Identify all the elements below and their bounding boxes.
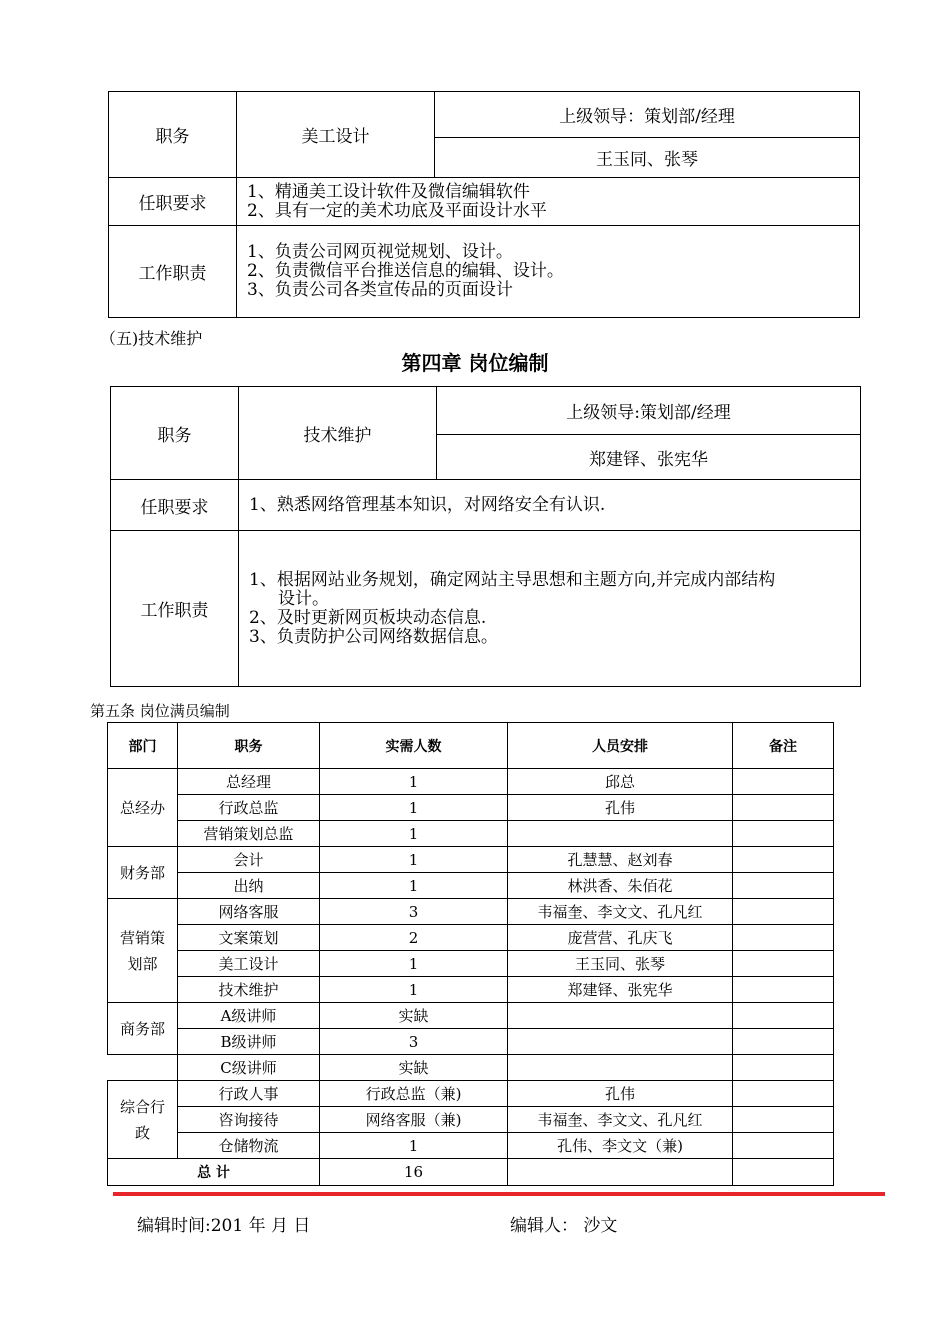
duty-line: 3、负责公司各类宣传品的页面设计 [247, 280, 513, 300]
header-notes: 备注 [733, 723, 834, 769]
dept-cell: 商务部 [108, 1003, 178, 1055]
dept-cell: 总经办 [108, 769, 178, 847]
section-heading: （五)技术维护 [100, 329, 203, 348]
article-heading: 第五条 岗位满员编制 [90, 702, 230, 720]
role-cell: 技术维护 [178, 977, 320, 1003]
count-cell: 2 [320, 925, 508, 951]
duties-content [239, 531, 861, 687]
total-count: 16 [320, 1159, 508, 1186]
edit-time: 编辑时间:201 年 月 日 [137, 1216, 311, 1236]
notes-cell [733, 1081, 834, 1107]
notes-cell [733, 873, 834, 899]
count-cell: 3 [320, 899, 508, 925]
dept-cell-empty [108, 1055, 178, 1081]
header-assignment: 人员安排 [508, 723, 733, 769]
editor-name: 编辑人： 沙文 [510, 1216, 618, 1236]
notes-cell [733, 1003, 834, 1029]
people-cell: 孔慧慧、赵刘春 [508, 847, 733, 873]
dept-cell: 财务部 [108, 847, 178, 899]
table-row [108, 1081, 834, 1107]
requirements-content: 1、熟悉网络管理基本知识，对网络安全有认识. [239, 480, 861, 531]
table-row [108, 925, 834, 951]
people-cell [508, 821, 733, 847]
people-cell: 孔伟 [508, 1081, 733, 1107]
role-cell: 网络客服 [178, 899, 320, 925]
table-row [108, 1003, 834, 1029]
count-cell: 1 [320, 951, 508, 977]
table-row [108, 821, 834, 847]
duties-label: 工作职责 [111, 531, 239, 687]
people-cell [508, 1055, 733, 1081]
notes-cell [733, 1055, 834, 1081]
duties-label: 工作职责 [109, 226, 237, 318]
header-department: 部门 [108, 723, 178, 769]
table-row [108, 795, 834, 821]
people-cell: 庞营营、孔庆飞 [508, 925, 733, 951]
count-cell: 行政总监（兼) [320, 1081, 508, 1107]
role-cell: 会计 [178, 847, 320, 873]
table-row [108, 899, 834, 925]
table-row [108, 1029, 834, 1055]
notes-cell [733, 821, 834, 847]
notes-cell [733, 1159, 834, 1186]
superior-cell: 上级领导：策划部/经理 [435, 92, 860, 138]
role-cell: C级讲师 [178, 1055, 320, 1081]
count-cell: 3 [320, 1029, 508, 1055]
notes-cell [733, 1029, 834, 1055]
duty-line: 1、根据网站业务规划，确定网站主导思想和主题方向,并完成内部结构 [249, 569, 776, 590]
count-cell: 网络客服（兼) [320, 1107, 508, 1133]
notes-cell [733, 1107, 834, 1133]
total-label: 总 计 [108, 1159, 320, 1186]
notes-cell [733, 847, 834, 873]
count-cell: 1 [320, 1133, 508, 1159]
requirements-content [237, 178, 860, 226]
role-cell: 总经理 [178, 769, 320, 795]
job-table-art-design [108, 91, 860, 318]
duty-line: 2、及时更新网页板块动态信息. [249, 607, 487, 628]
people-cell: 孔伟、李文文（兼) [508, 1133, 733, 1159]
header-position: 职务 [178, 723, 320, 769]
count-cell: 1 [320, 795, 508, 821]
notes-cell [733, 769, 834, 795]
notes-cell [733, 951, 834, 977]
notes-cell [733, 899, 834, 925]
count-cell: 1 [320, 873, 508, 899]
notes-cell [733, 925, 834, 951]
people-cell [508, 1029, 733, 1055]
requirement-line: 1、精通美工设计软件及微信编辑软件 [247, 181, 530, 202]
table-row [108, 769, 834, 795]
notes-cell [733, 1133, 834, 1159]
table-row [108, 1107, 834, 1133]
header-headcount: 实需人数 [320, 723, 508, 769]
duty-line: 设计。 [278, 588, 329, 609]
table-row [108, 873, 834, 899]
count-cell: 实缺 [320, 1003, 508, 1029]
duty-line: 3、负责防护公司网络数据信息。 [249, 626, 498, 647]
role-cell: 咨询接待 [178, 1107, 320, 1133]
chapter-title: 第四章 岗位编制 [401, 351, 549, 375]
role-cell: 营销策划总监 [178, 821, 320, 847]
superior-cell: 上级领导:策划部/经理 [437, 387, 861, 435]
table-row [108, 847, 834, 873]
count-cell: 1 [320, 821, 508, 847]
table-row [108, 1133, 834, 1159]
count-cell: 1 [320, 769, 508, 795]
role-cell: 行政人事 [178, 1081, 320, 1107]
duties-content [237, 226, 860, 318]
position-value: 美工设计 [237, 92, 435, 178]
role-cell: 出纳 [178, 873, 320, 899]
dept-cell: 综合行 政 [108, 1081, 178, 1159]
table-row [108, 977, 834, 1003]
role-cell: 仓储物流 [178, 1133, 320, 1159]
role-cell: 行政总监 [178, 795, 320, 821]
job-table-tech-maintenance [110, 386, 861, 687]
requirements-label: 任职要求 [109, 178, 237, 226]
dept-cell: 营销策 划部 [108, 899, 178, 1003]
red-divider-rule [113, 1192, 885, 1196]
count-cell: 实缺 [320, 1055, 508, 1081]
requirement-line: 2、具有一定的美术功底及平面设计水平 [247, 200, 547, 221]
count-cell: 1 [320, 977, 508, 1003]
people-cell: 林洪香、朱佰花 [508, 873, 733, 899]
people-cell: 邱总 [508, 769, 733, 795]
duty-line: 2、负责微信平台推送信息的编辑、设计。 [247, 261, 564, 281]
total-row [108, 1159, 834, 1186]
position-label: 职务 [109, 92, 237, 178]
position-label: 职务 [111, 387, 239, 480]
staff-cell: 郑建铎、张宪华 [437, 435, 861, 480]
header-row [108, 723, 834, 769]
notes-cell [733, 795, 834, 821]
people-cell: 孔伟 [508, 795, 733, 821]
role-cell: A级讲师 [178, 1003, 320, 1029]
people-cell [508, 1003, 733, 1029]
position-value: 技术维护 [239, 387, 437, 480]
role-cell: 美工设计 [178, 951, 320, 977]
role-cell: B级讲师 [178, 1029, 320, 1055]
role-cell: 文案策划 [178, 925, 320, 951]
staffing-table [107, 722, 834, 1186]
people-cell: 韦福奎、李文文、孔凡红 [508, 1107, 733, 1133]
people-cell: 王玉同、张琴 [508, 951, 733, 977]
table-row [108, 951, 834, 977]
duty-line: 1、负责公司网页视觉规划、设计。 [247, 242, 513, 262]
notes-cell [733, 977, 834, 1003]
count-cell: 1 [320, 847, 508, 873]
table-row [108, 1055, 834, 1081]
people-cell: 韦福奎、李文文、孔凡红 [508, 899, 733, 925]
requirements-label: 任职要求 [111, 480, 239, 531]
staff-cell: 王玉同、张琴 [435, 138, 860, 178]
people-cell: 郑建铎、张宪华 [508, 977, 733, 1003]
people-cell [508, 1159, 733, 1186]
